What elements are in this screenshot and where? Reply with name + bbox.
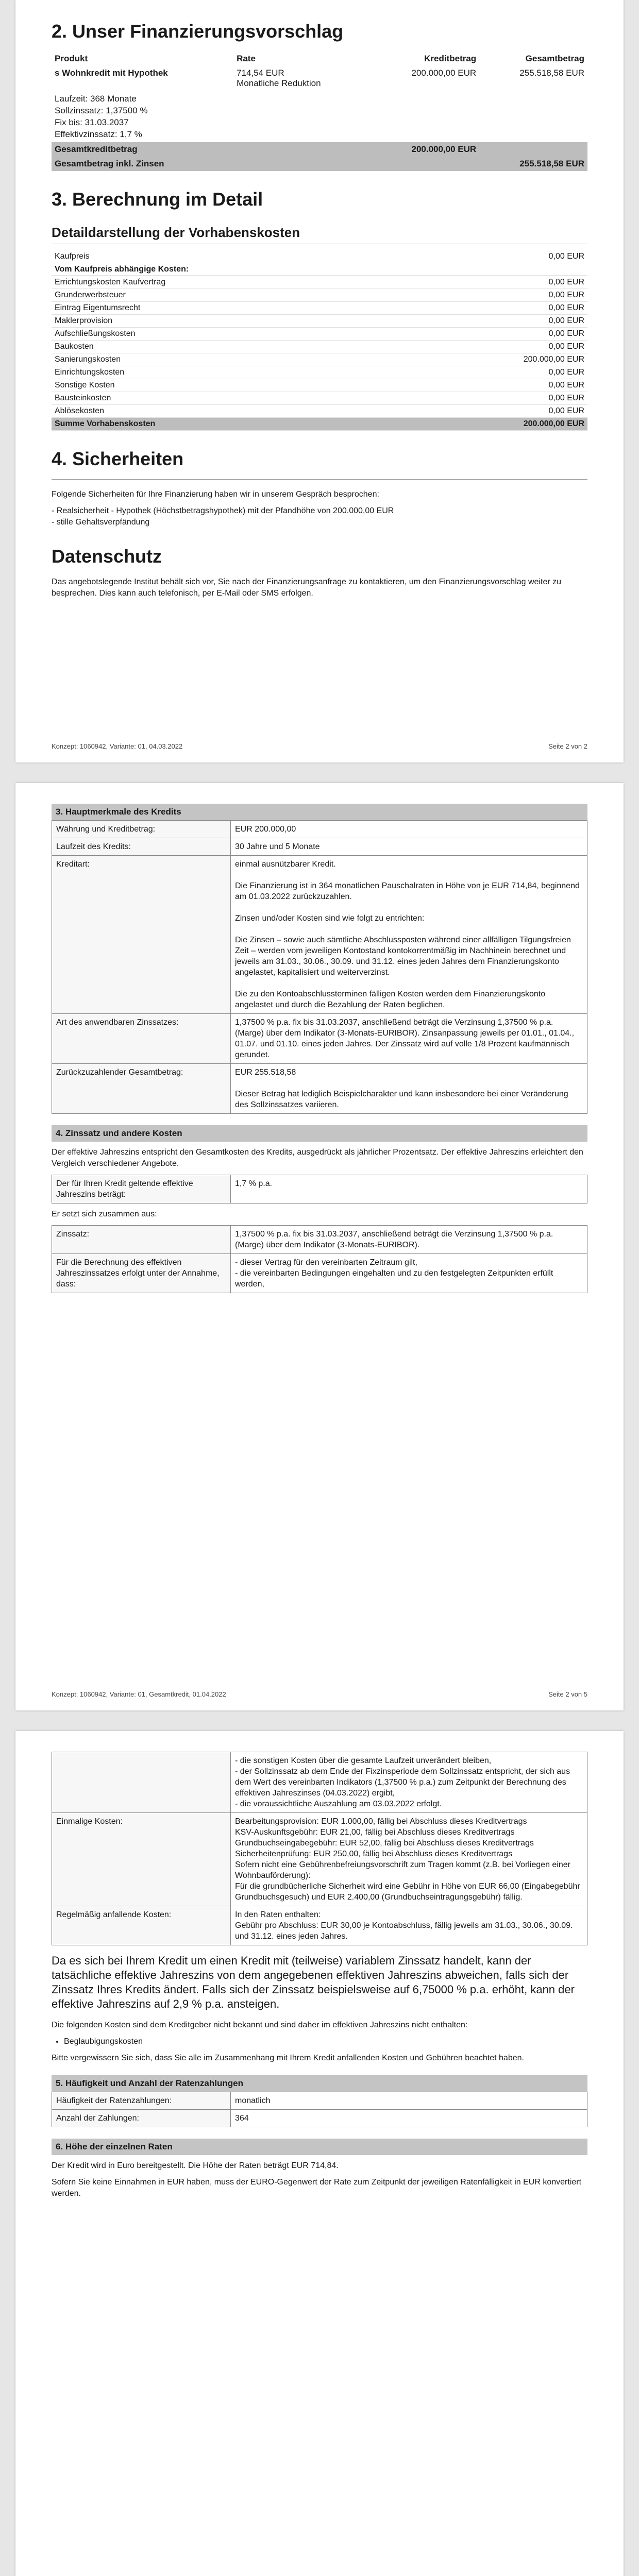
section-title-sicherheiten: 4. Sicherheiten bbox=[52, 448, 184, 469]
ratenzahlungen-table bbox=[52, 2092, 587, 2127]
zinssatz-sub: Er setzt sich zusammen aus: bbox=[52, 1210, 157, 1218]
row-label: Kreditart: bbox=[52, 856, 231, 1014]
document-page-3 bbox=[15, 1731, 624, 2576]
sicherheiten-list: - Realsicherheit - Hypothek (Höchstbetragshypothek) mit der Pfandhöhe von 200.000,00 EUR - stille Gehaltsverpfändung bbox=[52, 506, 394, 527]
cost-value: 0,00 EUR bbox=[478, 341, 587, 353]
cost-label: Eintrag Eigentumsrecht bbox=[52, 302, 478, 315]
col-header-produkt: Produkt bbox=[55, 54, 88, 63]
hauptmerkmale-table bbox=[52, 820, 587, 1114]
cost-label: Aufschließungskosten bbox=[52, 328, 478, 341]
section-title-haeufigkeit: 5. Häufigkeit und Anzahl der Ratenzahlungen bbox=[52, 2075, 587, 2092]
total-row-kreditbetrag: Gesamtkreditbetrag 200.000,00 EUR bbox=[52, 142, 587, 157]
cost-row bbox=[52, 302, 587, 315]
raten-text-1: Der Kredit wird in Euro bereitgestellt. Die Höhe der Raten beträgt EUR 714,84. bbox=[52, 2161, 339, 2170]
costs-reminder: Bitte vergewissern Sie sich, dass Sie alle im Zusammenhang mit Ihrem Kredit anfallenden Kosten und Gebühren beachtet haben. bbox=[52, 2054, 524, 2062]
raten-text-2: Sofern Sie keine Einnahmen in EUR haben, muss der EURO-Gegenwert der Rate zum Zeitpunkt der jeweiligen Ratenfälligkeit in EUR konvertiert werden. bbox=[52, 2178, 582, 2198]
cost-label: Sonstige Kosten bbox=[52, 379, 478, 392]
row-label: Zinssatz: bbox=[52, 1226, 231, 1254]
financing-table bbox=[52, 52, 587, 171]
total-row-gesamtbetrag: Gesamtbetrag inkl. Zinsen 255.518,58 EUR bbox=[52, 157, 587, 171]
section-title-hauptmerkmale: 3. Hauptmerkmale des Kredits bbox=[52, 804, 587, 820]
row-value: EUR 200.000,00 bbox=[231, 821, 587, 838]
section-title-zinssatz: 4. Zinssatz und andere Kosten bbox=[52, 1125, 587, 1142]
cost-label: Baukosten bbox=[52, 341, 478, 353]
cost-value: 0,00 EUR bbox=[478, 250, 587, 263]
variable-rate-notice: Da es sich bei Ihrem Kredit um einen Kredit mit (teilweise) variablem Zinssatz handelt, kann der tatsächliche effektive Jahreszins von dem angegebenen effektiven Jahreszins abweichen, falls sich der Zinssatz Ihres Kredits ändert. Falls sich der Zinssatz beispielsweise auf 6,75000 % p.a. erhöht, kann der effektive Jahreszins auf 2,9 % p.a. ansteigen. bbox=[52, 1954, 575, 2010]
cost-label: Errichtungskosten Kaufvertrag bbox=[52, 276, 478, 289]
table-row bbox=[52, 1014, 587, 1064]
row-value: - die sonstigen Kosten über die gesamte Laufzeit unverändert bleiben, - der Sollzinssatz ab dem Ende der Fixzinsperiode dem Sollzinssatz entspricht, der sich aus dem Wert des vereinbarten Indikators (1,37500 % p.a.) zum Zeitpunkt der Berechnung des effektiven Jahreszinses (04.03.2022) ergibt, - die voraussichtliche Auszahlung am 03.03.2022 erfolgt. bbox=[231, 1752, 587, 1813]
cost-value bbox=[478, 263, 587, 276]
cost-detail-table bbox=[52, 250, 587, 431]
row-value: - dieser Vertrag für den vereinbarten Zeitraum gilt, - die vereinbarten Bedingungen eingehalten und zu den festgelegten Zeitpunkten erfüllt werden, bbox=[231, 1254, 587, 1293]
cost-row bbox=[52, 366, 587, 379]
table-row bbox=[52, 1064, 587, 1114]
table-row bbox=[52, 1226, 587, 1254]
cost-label: Ablösekosten bbox=[52, 405, 478, 418]
table-row bbox=[52, 1906, 587, 1945]
subsection-title-detail: Detaildarstellung der Vorhabenskosten bbox=[52, 225, 587, 244]
page-footer: Konzept: 1060942, Variante: 01, 04.03.2022 Seite 2 von 2 bbox=[52, 742, 587, 750]
document-page-2 bbox=[15, 783, 624, 1710]
zinssatz-table bbox=[52, 1225, 587, 1293]
section-title-raten: 6. Höhe der einzelnen Raten bbox=[52, 2139, 587, 2155]
row-value: EUR 255.518,58 Dieser Betrag hat lediglich Beispielcharakter und kann insbesondere bei einer Veränderung des Sollzinssatzes variieren. bbox=[231, 1064, 587, 1114]
cost-value: 0,00 EUR bbox=[478, 392, 587, 405]
cost-label: Kaufpreis bbox=[52, 250, 478, 263]
financing-details: Laufzeit: 368 Monate Sollzinssatz: 1,37500 % Fix bis: 31.03.2037 Effektivzinssatz: 1,7 % bbox=[55, 94, 148, 139]
row-value: In den Raten enthalten: Gebühr pro Abschluss: EUR 30,00 je Kontoabschluss, fällig jeweils am 31.03., 30.06., 30.09. und 31.12. eines jeden Jahres. bbox=[231, 1906, 587, 1945]
sicherheiten-intro: Folgende Sicherheiten für Ihre Finanzierung haben wir in unserem Gespräch besprochen: bbox=[52, 490, 379, 499]
table-row bbox=[52, 838, 587, 856]
row-label: Einmalige Kosten: bbox=[52, 1813, 231, 1906]
row-value: 1,37500 % p.a. fix bis 31.03.2037, anschließend beträgt die Verzinsung 1,37500 % p.a. (Marge) über dem Indikator (3-Monats-EURIBOR). Zinsanpassung jeweils per 01.01., 01.04., 01.07. und 01.10. eines jeden Jahres. Der Zinssatz wird auf volle 1/8 Prozent kaufmännisch gerundet. bbox=[231, 1014, 587, 1064]
cost-label: Sanierungskosten bbox=[52, 353, 478, 366]
cost-row bbox=[52, 353, 587, 366]
cost-row bbox=[52, 289, 587, 302]
row-value: Bearbeitungsprovision: EUR 1.000,00, fällig bei Abschluss dieses Kreditvertrags KSV-Auskunftsgebühr: EUR 21,00, fällig bei Abschluss dieses Kreditvertrags Grundbuchseingabegebühr: EUR 52,00, fällig bei Abschluss dieses Kreditvertrags Sicherheitenprüfung: EUR 250,00, fällig bei Abschluss dieses Kreditvertrags Sofern nicht eine Gebührenbefreiungsvorschrift zum Tragen kommt (z.B. bei Vorliegen einer Wohnbauförderung): Für die grundbücherliche Sicherheit wird eine Gebühr in Höhe von EUR 66,00 (Eingabegebühr Grundbuchsgesuch) und EUR 2.400,00 (Grundbuchseintragungsgebühr) fällig. bbox=[231, 1813, 587, 1906]
cost-value: 200.000,00 EUR bbox=[478, 353, 587, 366]
cell-kreditbetrag: 200.000,00 EUR bbox=[411, 68, 477, 78]
row-value: monatlich bbox=[231, 2092, 587, 2110]
cost-label: Bausteinkosten bbox=[52, 392, 478, 405]
cell-produkt: s Wohnkredit mit Hypothek bbox=[55, 68, 168, 78]
effektivzins-table bbox=[52, 1175, 587, 1204]
cost-value: 0,00 EUR bbox=[478, 366, 587, 379]
col-header-rate: Rate bbox=[237, 54, 256, 63]
page-number: Seite 2 von 5 bbox=[548, 1690, 587, 1698]
section-title-finanzierungsvorschlag: 2. Unser Finanzierungsvorschlag bbox=[52, 21, 344, 42]
datenschutz-text: Das angebotslegende Institut behält sich vor, Sie nach der Finanzierungsanfrage zu kontaktieren, um den Finanzierungsvorschlag weiter zu besprechen. Dies kann auch telefonisch, per E-Mail oder SMS erfolgen. bbox=[52, 578, 562, 598]
row-value: 30 Jahre und 5 Monate bbox=[231, 838, 587, 856]
cost-row bbox=[52, 276, 587, 289]
cost-value: 0,00 EUR bbox=[478, 315, 587, 328]
kosten-table bbox=[52, 1752, 587, 1945]
table-row bbox=[52, 1175, 587, 1204]
cost-row bbox=[52, 405, 587, 418]
table-row bbox=[52, 2110, 587, 2127]
table-row bbox=[52, 1254, 587, 1293]
zinssatz-intro: Der effektive Jahreszins entspricht den Gesamtkosten des Kredits, ausgedrückt als jährlicher Prozentsatz. Der effektive Jahreszins erleichtert den Vergleich verschiedener Angebote. bbox=[52, 1148, 583, 1168]
cost-row bbox=[52, 263, 587, 276]
row-label: Laufzeit des Kredits: bbox=[52, 838, 231, 856]
table-row bbox=[52, 1813, 587, 1906]
col-header-gesamtbetrag: Gesamtbetrag bbox=[525, 54, 584, 63]
section-title-datenschutz: Datenschutz bbox=[52, 546, 162, 567]
cost-value: 0,00 EUR bbox=[478, 276, 587, 289]
cost-value: 0,00 EUR bbox=[478, 379, 587, 392]
table-row bbox=[52, 856, 587, 1014]
row-label: Der für Ihren Kredit geltende effektive Jahreszins beträgt: bbox=[52, 1175, 231, 1204]
row-label: Für die Berechnung des effektiven Jahreszinssatzes erfolgt unter der Annahme, dass: bbox=[52, 1254, 231, 1293]
row-label: Währung und Kreditbetrag: bbox=[52, 821, 231, 838]
unknown-costs-list: • Beglaubigungskosten bbox=[64, 2036, 587, 2047]
page-number: Seite 2 von 2 bbox=[548, 742, 587, 750]
cost-row bbox=[52, 392, 587, 405]
cost-row bbox=[52, 328, 587, 341]
cost-row bbox=[52, 315, 587, 328]
row-value: einmal ausnützbarer Kredit. Die Finanzierung ist in 364 monatlichen Pauschalraten in Höhe von je EUR 714,84, beginnend am 01.03.2022 zurückzuzahlen. Zinsen und/oder Kosten sind wie folgt zu entrichten: Die Zinsen – sowie auch sämtliche Abschlussposten während einer allfälligen Tilgungsfreien Zeit – werden vom jeweiligen Kontostand kontokorrentmäßig im Nachhinein berechnet und jeweils am 31.03., 30.06., 30.09. und 31.12. eines jeden Jahres dem Finanzierungskonto angelastet, kapitalisiert und weiterverzinst. Die zu den Kontoabschlussterminen fälligen Kosten werden dem Finanzierungskonto angelastet und durch die Bezahlung der Raten beglichen. bbox=[231, 856, 587, 1014]
cost-value: 0,00 EUR bbox=[478, 302, 587, 315]
cost-sum-row bbox=[52, 418, 587, 431]
cost-row bbox=[52, 341, 587, 353]
cost-label: Grunderwerbsteuer bbox=[52, 289, 478, 302]
table-row bbox=[52, 1752, 587, 1813]
section-title-berechnung: 3. Berechnung im Detail bbox=[52, 189, 263, 210]
cost-label: Vom Kaufpreis abhängige Kosten: bbox=[52, 263, 478, 276]
unknown-costs-text: Die folgenden Kosten sind dem Kreditgeber nicht bekannt und sind daher im effektiven Jahreszins nicht enthalten: bbox=[52, 2021, 468, 2029]
cost-sum-value: 200.000,00 EUR bbox=[478, 418, 587, 431]
cost-value: 0,00 EUR bbox=[478, 289, 587, 302]
cost-value: 0,00 EUR bbox=[478, 405, 587, 418]
cost-label: Maklerprovision bbox=[52, 315, 478, 328]
row-label: Zurückzuzahlender Gesamtbetrag: bbox=[52, 1064, 231, 1114]
row-label: Art des anwendbaren Zinssatzes: bbox=[52, 1014, 231, 1064]
cost-value: 0,00 EUR bbox=[478, 328, 587, 341]
row-value: 1,37500 % p.a. fix bis 31.03.2037, anschließend beträgt die Verzinsung 1,37500 % p.a. (Marge) über dem Indikator (3-Monats-EURIBOR). bbox=[231, 1226, 587, 1254]
cost-row bbox=[52, 250, 587, 263]
col-header-kreditbetrag: Kreditbetrag bbox=[424, 54, 477, 63]
row-label: Anzahl der Zahlungen: bbox=[52, 2110, 231, 2127]
row-value: 364 bbox=[231, 2110, 587, 2127]
cost-row bbox=[52, 379, 587, 392]
cost-sum-label: Summe Vorhabenskosten bbox=[52, 418, 478, 431]
document-page-1 bbox=[15, 0, 624, 762]
page-footer: Konzept: 1060942, Variante: 01, Gesamtkredit, 01.04.2022 Seite 2 von 5 bbox=[52, 1690, 587, 1698]
row-label: Häufigkeit der Ratenzahlungen: bbox=[52, 2092, 231, 2110]
row-label bbox=[52, 1752, 231, 1813]
cell-rate: 714,54 EUR Monatliche Reduktion bbox=[237, 68, 321, 88]
row-value: 1,7 % p.a. bbox=[231, 1175, 587, 1204]
table-row bbox=[52, 821, 587, 838]
cost-label: Einrichtungskosten bbox=[52, 366, 478, 379]
cell-gesamtbetrag: 255.518,58 EUR bbox=[519, 68, 584, 78]
row-label: Regelmäßig anfallende Kosten: bbox=[52, 1906, 231, 1945]
table-row bbox=[52, 2092, 587, 2110]
